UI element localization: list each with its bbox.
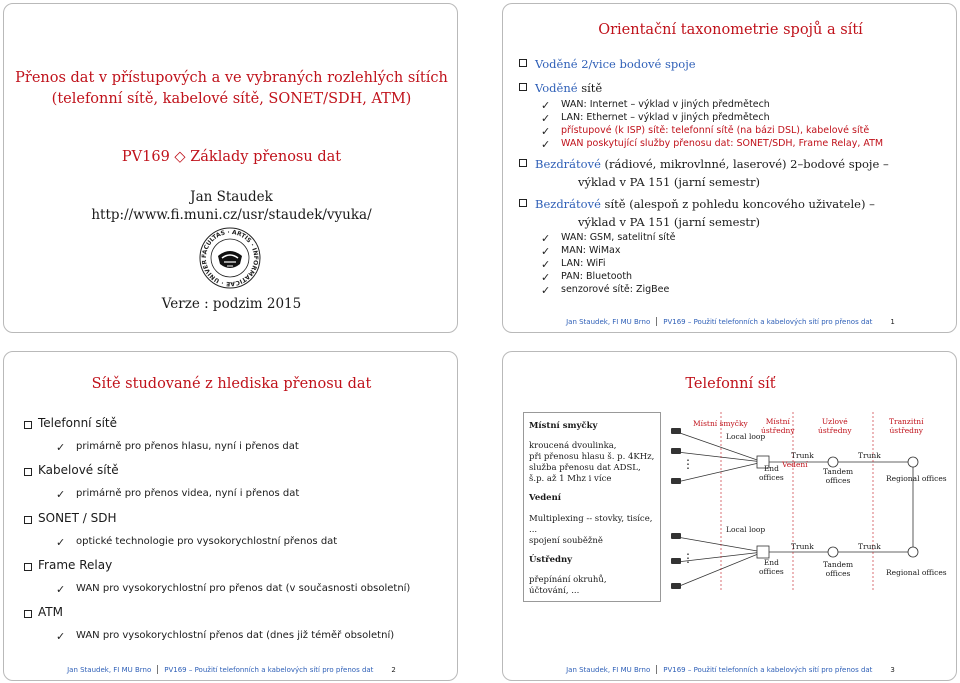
label-local-loop-top: Local loop [726,432,766,441]
label-regional-offices-bottom: Regional offices [886,568,947,577]
label-nodal-exchanges: Uzlové ústředny [818,417,852,435]
university-seal-icon [198,226,262,290]
sub-item: ✓ LAN: Ethernet – výklad v jiných předmětech [541,112,770,125]
presentation-title [4,68,458,110]
panel-text: Multiplexing -- stovky, tisíce, ... spojení souběžně [529,514,653,546]
checkmark-icon: ✓ [541,284,551,297]
checkmark-icon: ✓ [541,245,551,258]
panel-heading: Ústředny [529,555,573,565]
author-block [4,188,458,224]
sub-item: ✓ senzorové sítě: ZigBee [541,284,670,297]
slide-taxonomy [502,3,957,333]
slide-footer: Jan Staudek, FI MU Brno PV169 – Použití telefonních a kabelových sítí pro přenos dat 3 [566,666,895,674]
sub-item-highlight: ✓ přístupové (k ISP) sítě: telefonní sítě (na bázi DSL), kabelové sítě [541,125,870,138]
item-continuation: výklad v PA 151 (jarní semestr) [578,215,760,229]
label-regional-offices-top: Regional offices [886,474,947,483]
checkmark-icon: ✓ [56,441,66,454]
checkmark-icon: ✓ [56,536,66,549]
panel-heading: Místní smyčky [529,421,598,431]
label-end-offices-top: End offices [759,464,784,482]
slide-heading: Orientační taxonometrie spojů a sítí [598,22,863,38]
ellipsis-bottom: ⋮ [682,551,694,565]
author-name: Jan Staudek [190,189,273,205]
bullet-box-icon [519,59,527,67]
list-item: SONET / SDH [38,511,117,525]
item-wired-networks: Voděné sítě [519,81,602,95]
slide-footer: Jan Staudek, FI MU Brno PV169 – Použití telefonních a kabelových sítí pro přenos dat 2 [67,666,396,674]
slide-heading: Sítě studované z hlediska přenosu dat [91,376,372,392]
label-tandem-offices-top: Tandem offices [823,467,854,485]
checkmark-icon: ✓ [56,583,66,596]
checkmark-icon: ✓ [56,630,66,643]
bullet-box-icon [519,83,527,91]
label-transit-exchanges: Tranzitní ústředny [889,417,924,435]
checkmark-icon: ✓ [541,125,551,138]
list-item: Frame Relay [38,558,112,572]
bullet-box-icon [519,199,527,207]
checkmark-icon: ✓ [541,112,551,125]
sub-item: ✓ WAN: Internet – výklad v jiných předmětech [541,99,770,112]
label-local-loops: Místní smyčky [693,419,748,428]
legend-panel [523,412,661,602]
list-item: ATM [38,605,63,619]
panel-text: kroucená dvoulinka, při přenosu hlasu š. p. 4KHz, služba přenosu dat ADSL, š.p. až 1 Mhz i více [529,441,655,484]
sub-item: ✓ PAN: Bluetooth [541,271,633,284]
ellipsis-top: ⋮ [682,457,694,471]
telephone-icon [671,428,681,589]
checkmark-icon: ✓ [541,138,551,151]
checkmark-icon: ✓ [56,488,66,501]
bullet-box-icon [24,468,32,476]
item-wireless-links: Bezdrátové (rádiové, mikrovlnné, laserové) 2–bodové spoje – [519,157,889,171]
sub-item-highlight: ✓ WAN poskytující služby přenosu dat: SONET/SDH, Frame Relay, ATM [541,138,884,151]
label-trunk-4: Trunk [858,542,881,551]
item-wireless-networks: Bezdrátové sítě (alespoň z pohledu koncového uživatele) – [519,197,875,211]
bullet-box-icon [24,563,32,571]
sub-item: ✓ primárně pro přenos videa, nyní i přenos dat [56,488,300,501]
title-line-2: (telefonní sítě, kabelové sítě, SONET/SDH, ATM) [51,91,412,107]
slide-networks-studied [3,351,458,681]
label-trunk-3: Trunk [791,542,814,551]
item-wired-links: Voděné 2/vice bodové spoje [519,57,696,71]
seal-text: FACULTAS · ARTIS · INFORMATICAE · UNIVER [200,228,260,288]
label-local-exchanges: Místní ústředny [761,417,795,435]
checkmark-icon: ✓ [541,258,551,271]
sub-item: ✓ MAN: WiMax [541,245,621,258]
bullet-box-icon [24,516,32,524]
slide-telephone-network [502,351,957,681]
sub-item: ✓ optické technologie pro vysokorychlostní přenos dat [56,536,338,549]
list-item: Kabelové sítě [38,463,119,477]
slide-heading: Telefonní síť [685,376,776,392]
slide-title-page [3,3,458,333]
label-trunk-2: Trunk [858,451,881,460]
bullet-box-icon [24,610,32,618]
label-vedeni: Vedení [782,460,808,469]
sub-item: ✓ WAN pro vysokorychlostní pro přenos dat (v současnosti obsoletní) [56,583,411,596]
list-item: Telefonní sítě [38,416,117,430]
checkmark-icon: ✓ [541,232,551,245]
label-end-offices-bottom: End offices [759,558,784,576]
slide-footer: Jan Staudek, FI MU Brno PV169 – Použití telefonních a kabelových sítí pro přenos dat 1 [566,318,895,326]
checkmark-icon: ✓ [541,271,551,284]
label-local-loop-bottom: Local loop [726,525,766,534]
bullet-box-icon [24,421,32,429]
label-tandem-offices-bottom: Tandem offices [823,560,854,578]
sub-item: ✓ WAN pro vysokorychlostní přenos dat (dnes již téměř obsoletní) [56,630,395,643]
checkmark-icon: ✓ [541,99,551,112]
sub-item: ✓ LAN: WiFi [541,258,606,271]
sub-item: ✓ WAN: GSM, satelitní sítě [541,232,676,245]
bullet-box-icon [519,159,527,167]
panel-heading: Vedení [529,493,561,503]
label-trunk-1: Trunk [791,451,814,460]
version-label: Verze : podzim 2015 [161,296,302,312]
sub-item: ✓ primárně pro přenos hlasu, nyní i přenos dat [56,441,299,454]
course-name: PV169 ◇ Základy přenosu dat [121,149,342,165]
author-url[interactable]: http://www.fi.muni.cz/usr/staudek/vyuka/ [91,207,372,223]
title-line-1: Přenos dat v přístupových a ve vybraných rozlehlých sítích [15,70,448,86]
item-continuation: výklad v PA 151 (jarní semestr) [578,175,760,189]
panel-text: přepínání okruhů, účtování, ... [529,575,607,596]
